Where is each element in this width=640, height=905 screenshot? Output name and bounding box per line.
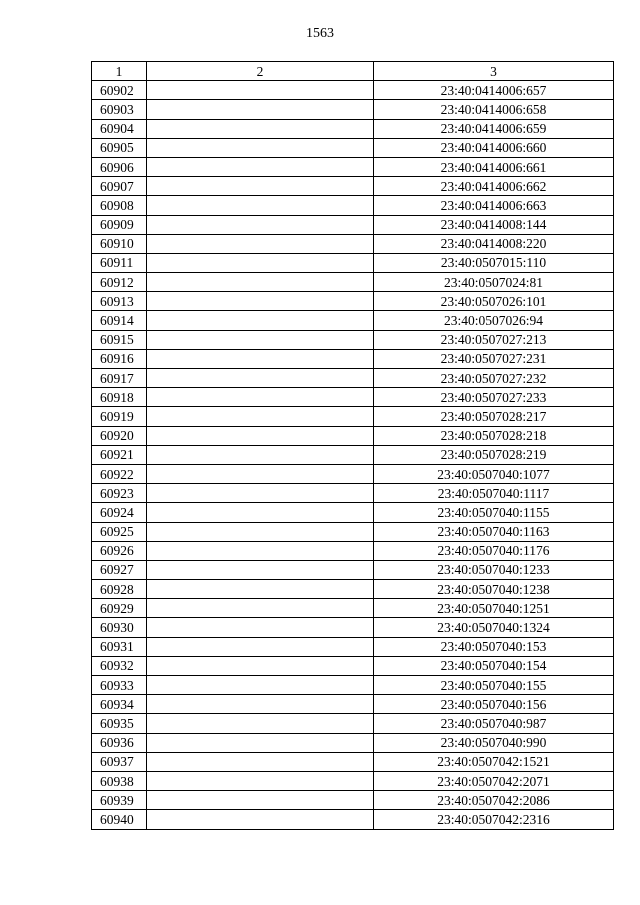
cadastral-number-cell: 23:40:0414006:658 [374,100,614,119]
table-row [92,580,614,599]
cadastral-number-cell: 23:40:0507040:1155 [374,503,614,522]
empty-cell [147,253,374,272]
table-row [92,484,614,503]
cadastral-number-cell: 23:40:0507040:987 [374,714,614,733]
empty-cell [147,464,374,483]
row-number-cell: 60925 [92,522,147,541]
empty-cell [147,752,374,771]
table-row [92,714,614,733]
table-row [92,695,614,714]
row-number-cell: 60922 [92,464,147,483]
table-row [92,407,614,426]
row-number-cell: 60934 [92,695,147,714]
empty-cell [147,484,374,503]
table-row [92,388,614,407]
table-row [92,157,614,176]
table-row [92,177,614,196]
table-row [92,464,614,483]
table-row [92,541,614,560]
table-row [92,676,614,695]
cadastral-number-cell: 23:40:0507026:94 [374,311,614,330]
row-number-cell: 60937 [92,752,147,771]
empty-cell [147,196,374,215]
page-number: 1563 [306,26,334,41]
cadastral-number-cell: 23:40:0507040:154 [374,656,614,675]
table-row [92,196,614,215]
table-row [92,771,614,790]
row-number-cell: 60933 [92,676,147,695]
table-row [92,618,614,637]
row-number-cell: 60927 [92,560,147,579]
table-row [92,445,614,464]
column-header-2: 2 [147,62,374,81]
row-number-cell: 60930 [92,618,147,637]
row-number-cell: 60931 [92,637,147,656]
row-number-cell: 60911 [92,253,147,272]
table-row [92,637,614,656]
row-number-cell: 60932 [92,656,147,675]
empty-cell [147,791,374,810]
empty-cell [147,522,374,541]
table-row [92,234,614,253]
row-number-cell: 60918 [92,388,147,407]
cadastral-number-cell: 23:40:0414008:144 [374,215,614,234]
registry-table [91,61,614,830]
row-number-cell: 60915 [92,330,147,349]
cadastral-number-cell: 23:40:0414006:662 [374,177,614,196]
empty-cell [147,407,374,426]
cadastral-number-cell: 23:40:0414006:659 [374,119,614,138]
table-row [92,330,614,349]
cadastral-number-cell: 23:40:0507026:101 [374,292,614,311]
cadastral-number-cell: 23:40:0507040:990 [374,733,614,752]
row-number-cell: 60902 [92,81,147,100]
empty-cell [147,119,374,138]
empty-cell [147,215,374,234]
empty-cell [147,445,374,464]
empty-cell [147,273,374,292]
table-row [92,138,614,157]
cadastral-number-cell: 23:40:0414006:657 [374,81,614,100]
table-row [92,599,614,618]
empty-cell [147,714,374,733]
empty-cell [147,292,374,311]
cadastral-number-cell: 23:40:0507040:1251 [374,599,614,618]
row-number-cell: 60905 [92,138,147,157]
cadastral-number-cell: 23:40:0414008:220 [374,234,614,253]
row-number-cell: 60913 [92,292,147,311]
table-row [92,119,614,138]
empty-cell [147,349,374,368]
cadastral-number-cell: 23:40:0507040:1163 [374,522,614,541]
empty-cell [147,676,374,695]
row-number-cell: 60928 [92,580,147,599]
cadastral-number-cell: 23:40:0507015:110 [374,253,614,272]
empty-cell [147,388,374,407]
row-number-cell: 60935 [92,714,147,733]
cadastral-number-cell: 23:40:0507042:1521 [374,752,614,771]
empty-cell [147,330,374,349]
cadastral-number-cell: 23:40:0507042:2071 [374,771,614,790]
cadastral-number-cell: 23:40:0507027:232 [374,369,614,388]
table-row [92,733,614,752]
row-number-cell: 60904 [92,119,147,138]
table-body [92,81,614,829]
row-number-cell: 60916 [92,349,147,368]
table-row [92,426,614,445]
empty-cell [147,503,374,522]
row-number-cell: 60906 [92,157,147,176]
row-number-cell: 60939 [92,791,147,810]
empty-cell [147,656,374,675]
empty-cell [147,695,374,714]
row-number-cell: 60914 [92,311,147,330]
row-number-cell: 60926 [92,541,147,560]
empty-cell [147,637,374,656]
empty-cell [147,618,374,637]
empty-cell [147,81,374,100]
empty-cell [147,234,374,253]
cadastral-number-cell: 23:40:0507040:153 [374,637,614,656]
cadastral-number-cell: 23:40:0507040:1117 [374,484,614,503]
empty-cell [147,100,374,119]
row-number-cell: 60920 [92,426,147,445]
empty-cell [147,771,374,790]
table-row [92,369,614,388]
empty-cell [147,177,374,196]
cadastral-number-cell: 23:40:0414006:661 [374,157,614,176]
table-row [92,349,614,368]
row-number-cell: 60917 [92,369,147,388]
table-row [92,522,614,541]
table-header-row [92,62,614,81]
row-number-cell: 60936 [92,733,147,752]
cadastral-number-cell: 23:40:0507042:2086 [374,791,614,810]
row-number-cell: 60907 [92,177,147,196]
row-number-cell: 60912 [92,273,147,292]
table-row [92,215,614,234]
table-row [92,292,614,311]
cadastral-number-cell: 23:40:0507040:1077 [374,464,614,483]
empty-cell [147,580,374,599]
cadastral-number-cell: 23:40:0507040:155 [374,676,614,695]
row-number-cell: 60924 [92,503,147,522]
row-number-cell: 60921 [92,445,147,464]
cadastral-number-cell: 23:40:0507024:81 [374,273,614,292]
empty-cell [147,426,374,445]
table-row [92,273,614,292]
table-row [92,656,614,675]
column-header-3: 3 [374,62,614,81]
empty-cell [147,733,374,752]
cadastral-number-cell: 23:40:0507040:1233 [374,560,614,579]
cadastral-number-cell: 23:40:0507042:2316 [374,810,614,829]
cadastral-number-cell: 23:40:0507028:219 [374,445,614,464]
row-number-cell: 60908 [92,196,147,215]
cadastral-number-cell: 23:40:0414006:660 [374,138,614,157]
row-number-cell: 60940 [92,810,147,829]
table-row [92,810,614,829]
cadastral-number-cell: 23:40:0507027:213 [374,330,614,349]
empty-cell [147,599,374,618]
table-row [92,791,614,810]
row-number-cell: 60910 [92,234,147,253]
row-number-cell: 60919 [92,407,147,426]
table-row [92,752,614,771]
cadastral-number-cell: 23:40:0507028:218 [374,426,614,445]
table-row [92,81,614,100]
row-number-cell: 60909 [92,215,147,234]
table-row [92,503,614,522]
cadastral-number-cell: 23:40:0507027:233 [374,388,614,407]
empty-cell [147,541,374,560]
empty-cell [147,560,374,579]
cadastral-number-cell: 23:40:0507040:1238 [374,580,614,599]
table-row [92,311,614,330]
empty-cell [147,138,374,157]
cadastral-number-cell: 23:40:0414006:663 [374,196,614,215]
cadastral-number-cell: 23:40:0507028:217 [374,407,614,426]
row-number-cell: 60938 [92,771,147,790]
cadastral-number-cell: 23:40:0507040:156 [374,695,614,714]
row-number-cell: 60923 [92,484,147,503]
empty-cell [147,157,374,176]
cadastral-number-cell: 23:40:0507040:1176 [374,541,614,560]
table-row [92,253,614,272]
column-header-1: 1 [92,62,147,81]
empty-cell [147,369,374,388]
cadastral-number-cell: 23:40:0507027:231 [374,349,614,368]
empty-cell [147,311,374,330]
cadastral-number-cell: 23:40:0507040:1324 [374,618,614,637]
empty-cell [147,810,374,829]
row-number-cell: 60929 [92,599,147,618]
row-number-cell: 60903 [92,100,147,119]
table-row [92,100,614,119]
table-row [92,560,614,579]
